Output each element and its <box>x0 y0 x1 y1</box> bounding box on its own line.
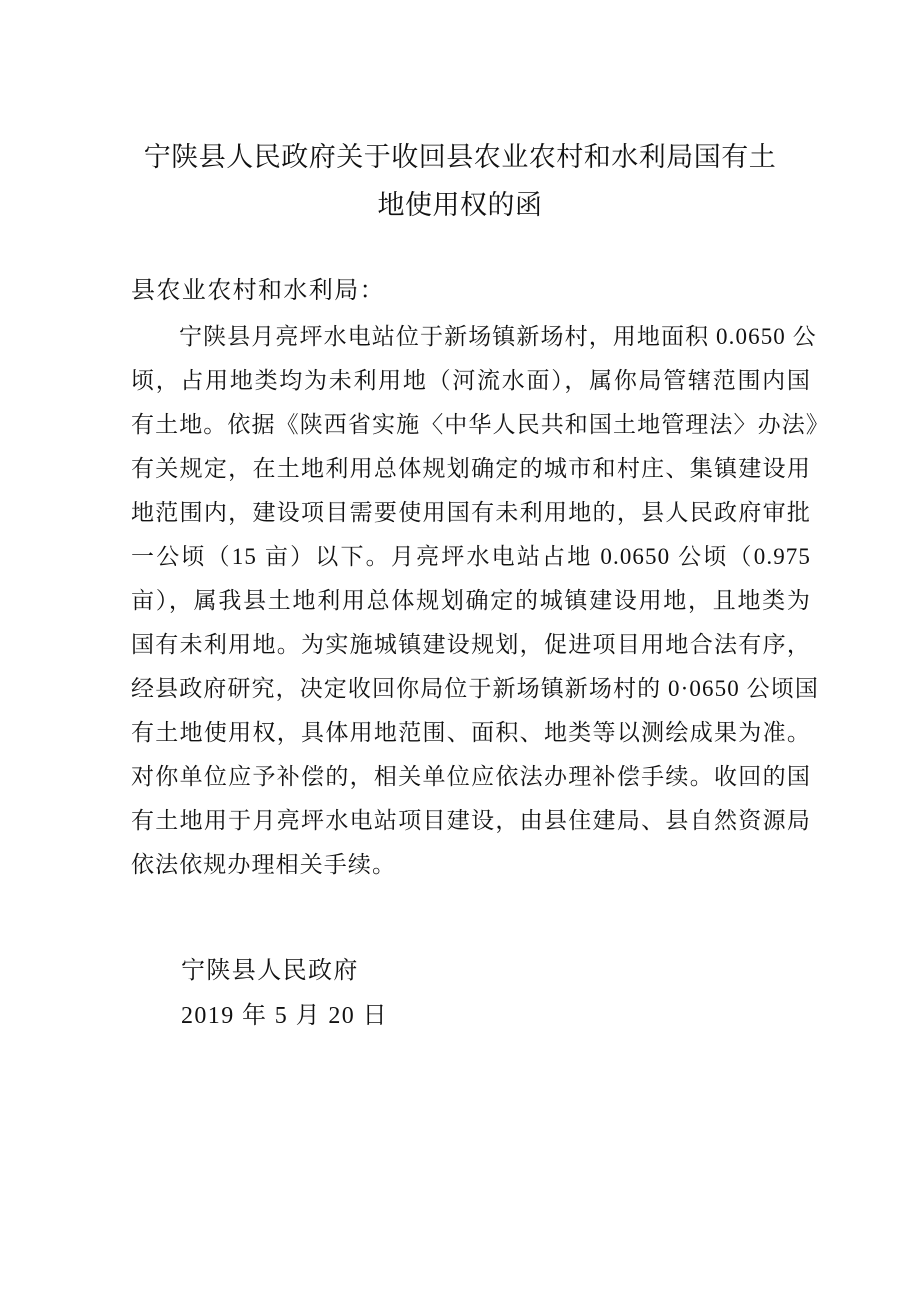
body-line: 地范围内，建设项目需要使用国有未利用地的，县人民政府审批 <box>131 500 811 525</box>
body-line: 对你单位应予补偿的，相关单位应依法办理补偿手续。收回的国 <box>131 764 811 789</box>
salutation: 县农业农村和水利局： <box>131 278 385 304</box>
document-title-line-1: 宁陕县人民政府关于收回县农业农村和水利局国有土 <box>143 142 777 173</box>
body-line: 宁陕县月亮坪水电站位于新场镇新场村，用地面积 0.0650 公 <box>179 324 817 349</box>
body-line: 一公顷（15 亩）以下。月亮坪水电站占地 0.0650 公顷（0.975 <box>131 544 811 569</box>
body-line: 国有未利用地。为实施城镇建设规划，促进项目用地合法有序， <box>131 632 811 657</box>
body-paragraph <box>131 315 830 887</box>
body-line: 依法依规办理相关手续。 <box>131 852 397 877</box>
signature: 宁陕县人民政府 <box>181 958 359 984</box>
body-line: 有关规定，在土地利用总体规划确定的城市和村庄、集镇建设用 <box>131 456 811 481</box>
date: 2019 年 5 月 20 日 <box>181 1003 388 1029</box>
body-line: 顷，占用地类均为未利用地（河流水面），属你局管辖范围内国 <box>131 368 811 393</box>
body-line: 有土地用于月亮坪水电站项目建设，由县住建局、县自然资源局 <box>131 808 811 833</box>
body-line: 有土地。依据《陕西省实施〈中华人民共和国土地管理法〉办法》 <box>131 412 830 437</box>
document-title-line-2: 地使用权的函 <box>377 190 543 221</box>
body-line: 亩），属我县土地利用总体规划确定的城镇建设用地，且地类为 <box>131 588 811 613</box>
body-line: 有土地使用权，具体用地范围、面积、地类等以测绘成果为准。 <box>131 720 811 745</box>
body-line: 经县政府研究，决定收回你局位于新场镇新场村的 0·0650 公顷国 <box>131 676 819 701</box>
